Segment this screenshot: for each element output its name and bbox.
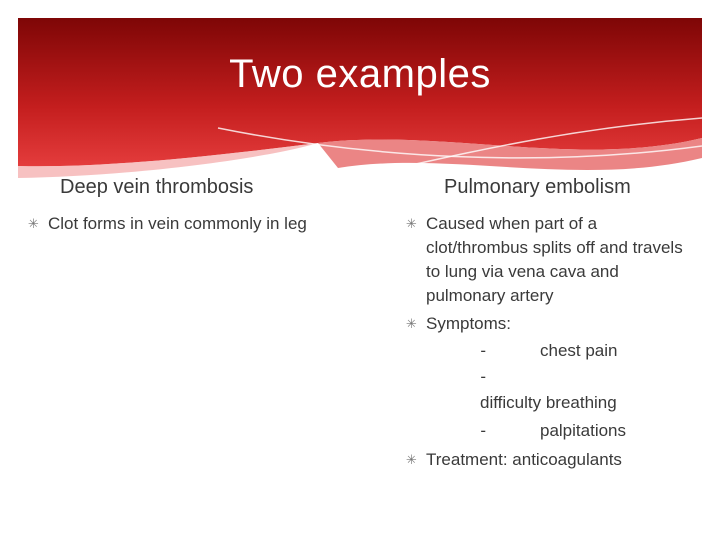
list-item	[404, 312, 694, 444]
list-item	[26, 212, 326, 236]
banner-graphic	[18, 18, 702, 188]
right-column-heading: Pulmonary embolism	[444, 176, 631, 198]
asterisk-bullet-icon: ✳	[406, 452, 417, 467]
symptom-item	[426, 338, 694, 364]
list-item	[404, 212, 694, 308]
dash-marker: -	[480, 341, 486, 360]
asterisk-bullet-icon: ✳	[28, 216, 39, 231]
dash-marker: -	[480, 421, 486, 440]
dash-marker: -	[480, 367, 486, 386]
bullet-text: Caused when part of a clot/thrombus splits off and travels to lung via vena cava and pulmonary artery	[426, 214, 683, 305]
symptom-item	[426, 364, 694, 416]
symptom-text: palpitations	[540, 421, 627, 440]
symptom-text: chest pain	[540, 341, 618, 360]
bullet-text: Treatment: anticoagulants	[426, 450, 622, 469]
asterisk-bullet-icon: ✳	[406, 216, 417, 231]
symptom-item	[426, 418, 694, 444]
left-column-heading: Deep vein thrombosis	[60, 176, 254, 198]
left-bullet-list	[26, 212, 326, 236]
symptom-text: difficulty breathing	[480, 393, 617, 412]
slide-title: Two examples	[229, 52, 491, 96]
asterisk-bullet-icon: ✳	[406, 316, 417, 331]
bullet-text: Clot forms in vein commonly in leg	[48, 214, 307, 233]
list-item	[404, 448, 694, 472]
right-bullet-list	[404, 212, 694, 472]
bullet-text: Symptoms:	[426, 314, 512, 333]
title-banner	[18, 18, 702, 188]
